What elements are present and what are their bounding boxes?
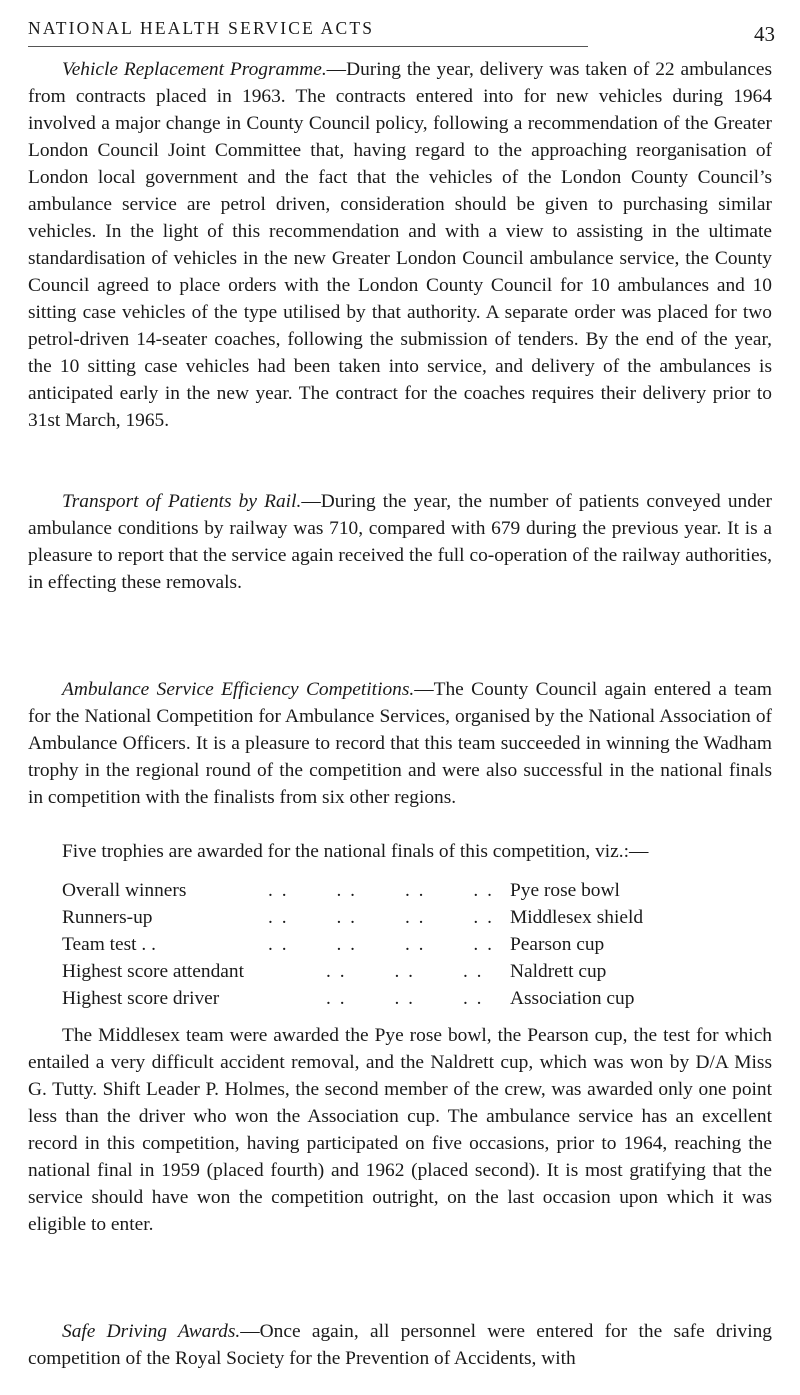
trophy-prize: Association cup — [510, 988, 635, 1009]
text-trophies-intro: Five trophies are awarded for the national finals of this competition, viz.:— — [62, 841, 649, 862]
trophy-row — [62, 931, 762, 958]
leader-dots: . . . . . . . . — [268, 907, 494, 928]
paragraph-middlesex-result — [28, 1022, 772, 1238]
trophy-category: Overall winners — [62, 880, 187, 901]
trophy-row — [62, 877, 762, 904]
leader-dots: . . . . . . . . — [268, 880, 494, 901]
leader-dots: . . . . . . — [326, 961, 484, 982]
trophy-prize: Naldrett cup — [510, 961, 607, 982]
text-middlesex-result: The Middlesex team were awarded the Pye rose bowl, the Pearson cup, the test for which entailed a very difficult accident removal, and the Naldrett cup, which was won by D/A Miss G. Tutty. Shift Leader P. Holmes, the second member of the crew, was awarded only one point less than the driver who won the Association cup. The ambulance service has an excellent record in this competition, having participated on five occasions, prior to 1964, reaching the national final in 1959 (placed fourth) and 1962 (placed second). It is most gratifying that the service should have won the competition outright, on the last occasion upon which it was eligible to enter. — [28, 1025, 772, 1235]
paragraph-transport-by-rail — [28, 488, 772, 596]
trophy-category: Highest score attendant — [62, 961, 244, 982]
leader-dots: . . . . . . . . — [268, 934, 494, 955]
trophy-prize: Middlesex shield — [510, 907, 644, 928]
text-vehicle-replacement: —During the year, delivery was taken of 22 ambulances from contracts placed in 1963. The contracts entered into for new vehicles during 1964 involved a major change in County Council policy, following a recommendation of the Greater London Council Joint Committee that, having regard to the approaching reorganisation of London local government and the fact that the vehicles of the London County Council’s ambulance service are petrol driven, consideration should be given to purchasing similar vehicles. In the light of this recommendation and with a view to assisting in the ultimate standardisation of vehicles in the new Greater London Council ambulance service, the County Council agreed to place orders with the London County Council for 10 ambulances and 10 sitting case vehicles of the type utilised by that authority. A separate order was placed for two petrol-driven 14-seater coaches, following the submission of tenders. By the end of the year, the 10 sitting case vehicles had been taken into service, and delivery of the ambulances is anticipated early in the new year. The contract for the coaches requires their delivery prior to 31st March, 1965. — [28, 59, 773, 431]
text-safe-driving: —Once again, all personnel were entered for the safe driving competition of the Royal Society for the Prevention of Accidents, with — [28, 1321, 772, 1369]
trophy-row — [62, 985, 762, 1012]
running-title: NATIONAL HEALTH SERVICE ACTS — [28, 18, 375, 38]
heading-vehicle-replacement: Vehicle Replacement Programme. — [62, 59, 327, 80]
trophy-row — [62, 958, 762, 985]
trophy-category: Team test . . — [62, 934, 156, 955]
heading-efficiency-competitions: Ambulance Service Efficiency Competitions. — [62, 679, 415, 700]
paragraph-trophies-intro — [28, 838, 772, 865]
document-page — [28, 0, 775, 1369]
leader-dots: . . . . . . — [326, 988, 484, 1009]
trophy-prize: Pearson cup — [510, 934, 605, 955]
paragraph-safe-driving — [28, 1318, 772, 1372]
trophy-table — [62, 877, 762, 1012]
heading-transport-by-rail: Transport of Patients by Rail. — [62, 491, 302, 512]
paragraph-vehicle-replacement — [28, 56, 772, 434]
text-transport-by-rail: —During the year, the number of patients conveyed under ambulance conditions by railway was 710, compared with 679 during the previous year. It is a pleasure to report that the service again received the full co-operation of the railway authorities, in effecting these removals. — [28, 491, 772, 593]
trophy-prize: Pye rose bowl — [510, 880, 620, 901]
page-number: 43 — [754, 22, 775, 46]
paragraph-efficiency-competitions — [28, 676, 772, 811]
text-efficiency-competitions: —The County Council again entered a team for the National Competition for Ambulance Services, organised by the National Association of Ambulance Officers. It is a pleasure to record that this team succeeded in winning the Wadham trophy in the regional round of the competition and were also successful in the national finals in competition with the finalists from six other regions. — [28, 679, 772, 808]
trophy-category: Runners-up — [62, 907, 153, 928]
heading-safe-driving: Safe Driving Awards. — [62, 1321, 241, 1342]
trophy-row — [62, 904, 762, 931]
trophy-category: Highest score driver — [62, 988, 220, 1009]
running-head — [28, 0, 588, 47]
